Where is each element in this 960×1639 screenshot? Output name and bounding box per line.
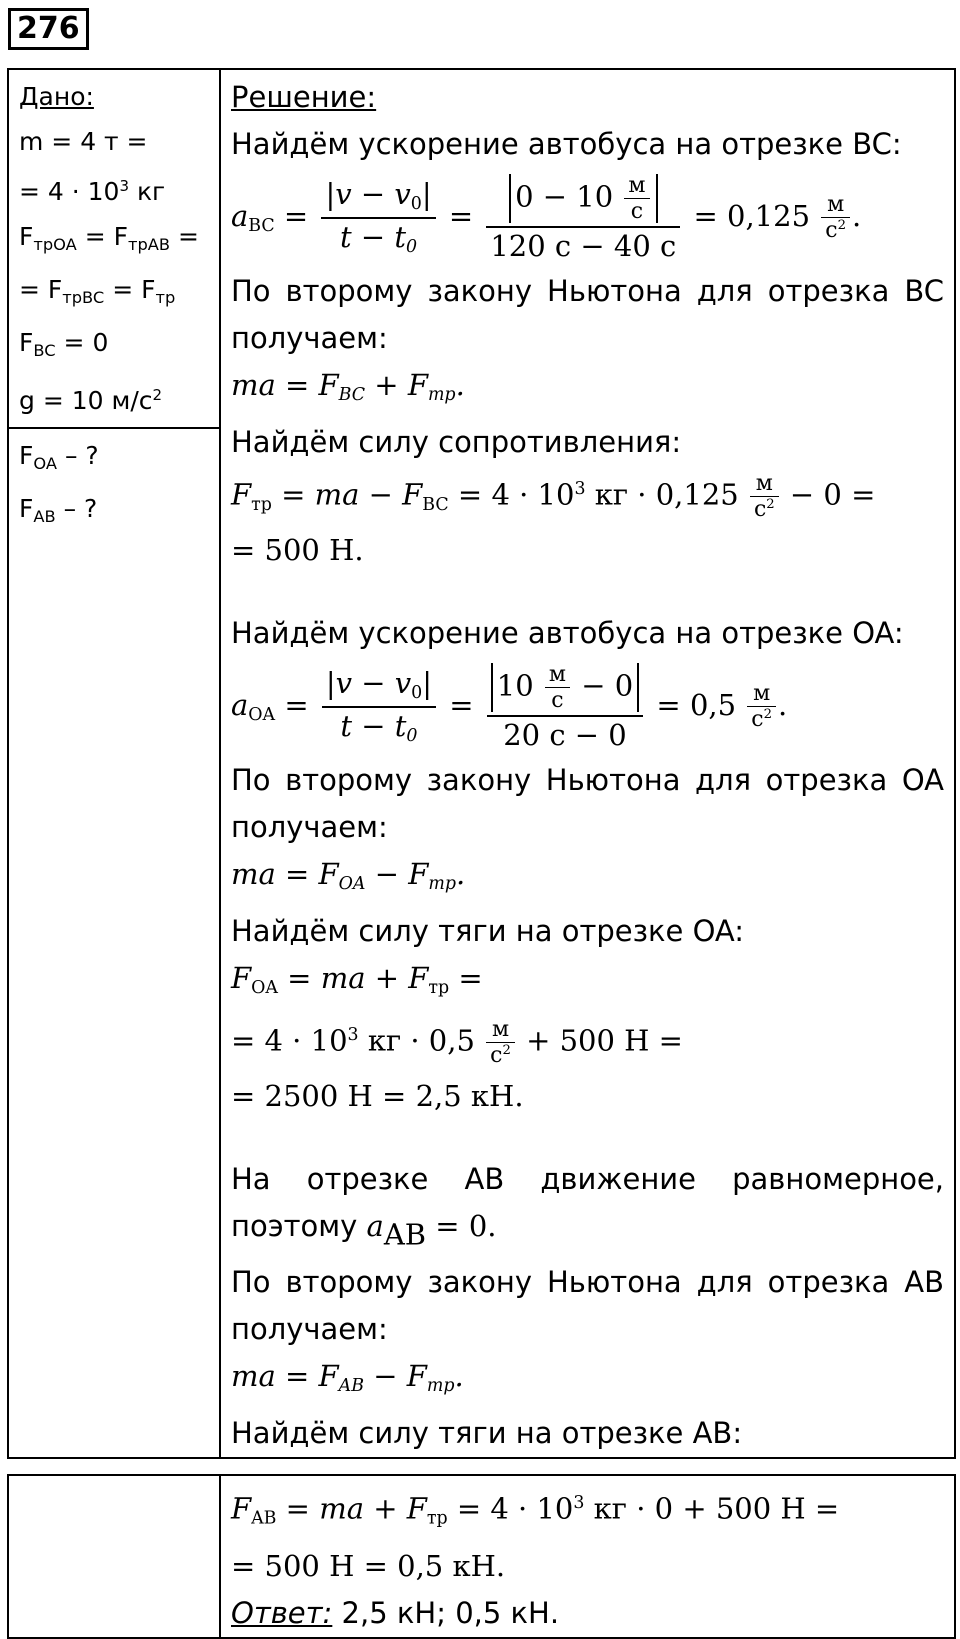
- spacer: [231, 574, 944, 610]
- continuation-table: [7, 1474, 956, 1639]
- sought-list: [9, 429, 219, 539]
- eq-resistance-result: = 500 Н.: [231, 533, 364, 568]
- given-friction-2: = $F_{трBC} = F_{тр}$: [19, 274, 176, 307]
- given-fbc: $F_{BC} = 0$: [19, 327, 109, 360]
- frac-dv-dt-oa: $\frac{|v - v_0|}{t - t_0}$: [322, 668, 436, 745]
- continuation-cell: [220, 1475, 955, 1638]
- eq-newton-ab: ma = $F_{AB} - F_{тр}$.: [231, 1358, 464, 1397]
- eq-accel-bc: $a_{BC}$ = $\frac{|v - v_0|}{t - t_0}$ = 0 − 10 $\frac{м}{с}$ 120 с − 40 с = 0,125 $\frac{м}{с^2}$ .: [231, 173, 862, 264]
- text-get-oa: получаем:: [231, 809, 388, 844]
- text-newton-ab: По второму закону Ньютона для отрезка AB: [231, 1264, 944, 1299]
- spacer: [231, 1120, 944, 1156]
- eq-thrust-ab-result: = 500 Н = 0,5 кН.: [231, 1548, 506, 1583]
- answer-line: [231, 1590, 944, 1637]
- given-cell: [8, 69, 220, 1458]
- sought-foa: $F_{OA}$ – ?: [19, 440, 99, 473]
- given-title: Дано:: [19, 82, 94, 111]
- sought-fab: $F_{AB}$ – ?: [19, 493, 98, 526]
- frac-values-bc: 0 − 10 $\frac{м}{с}$ 120 с − 40 с: [486, 174, 680, 262]
- eq-thrust-oa-values: = $4 \cdot 10^3$ кг · 0,5 $\frac{м}{с^2}$ + 500 Н =: [231, 1017, 683, 1069]
- main-table: [7, 68, 956, 1459]
- eq-accel-oa: $a_{OA}$ = $\frac{|v - v_0|}{t - t_0}$ = 10 $\frac{м}{с}$ − 0 20 с − 0 = 0,5 $\frac{м}{с^2}$ .: [231, 662, 788, 753]
- text-uniform-ab: На отрезке AB движение равномерное,: [231, 1162, 944, 1197]
- eq-thrust-oa-result: = 2500 Н = 2,5 кН.: [231, 1079, 524, 1114]
- eq-resistance: $F_{тр}$ = ma − $F_{BC} = 4 \cdot 10^3$ кг · 0,125 $\frac{м}{с^2}$ − 0 =: [231, 470, 876, 522]
- eq-thrust-oa: $F_{OA}$ = ma + $F_{тр}$ =: [231, 960, 483, 999]
- text-resistance: Найдём силу сопротивления:: [231, 424, 682, 459]
- problem-number: 276: [8, 8, 89, 50]
- solution: [221, 70, 954, 1457]
- answer-text: 2,5 кН; 0,5 кН.: [332, 1595, 560, 1630]
- eq-newton-bc: ma = $F_{BC} + F_{тр}$.: [231, 367, 465, 405]
- given-mass-si: = $4 \cdot 10^3$ кг: [19, 177, 166, 206]
- text-accel-oa: Найдём ускорение автобуса на отрезке OA:: [231, 616, 904, 651]
- answer-label: Ответ:: [231, 1595, 333, 1630]
- eq-thrust-ab: $F_{AB}$ = ma + $F_{тр} = 4 \cdot 10^3$ кг · 0 + 500 Н =: [231, 1491, 840, 1529]
- given-mass: m = 4 т =: [19, 127, 148, 156]
- text-get-bc: получаем:: [231, 320, 388, 355]
- frac-dv-dt: $\frac{|v - v_0|}{t - t_0}$: [321, 179, 435, 256]
- text-newton-oa: По второму закону Ньютона для отрезка OA: [231, 762, 944, 797]
- frac-values-oa: 10 $\frac{м}{с}$ − 0 20 с − 0: [487, 663, 643, 751]
- continuation-solution: [221, 1476, 954, 1637]
- text-newton-bc: По второму закону Ньютона для отрезка BC: [231, 273, 944, 308]
- text-accel-bc: Найдём ускорение автобуса на отрезке BC:: [231, 127, 902, 161]
- solution-cell: [220, 69, 955, 1458]
- text-thrust-ab: Найдём силу тяги на отрезке AB:: [231, 1416, 743, 1451]
- text-thrust-oa: Найдём силу тяги на отрезке OA:: [231, 913, 745, 948]
- eq-newton-oa: ma = $F_{OA} - F_{тр}$.: [231, 856, 466, 894]
- given-list: [9, 70, 219, 427]
- given-friction-1: $F_{трOA} = F_{трAB}$ =: [19, 222, 199, 254]
- given-g: g = 10 $м/с^2$: [19, 385, 163, 415]
- text-get-ab: получаем:: [231, 1311, 388, 1346]
- continuation-empty-cell: [8, 1475, 220, 1638]
- solution-title: Решение:: [231, 80, 377, 114]
- text-accel-ab-zero: поэтому $a_{AB} = 0$.: [231, 1209, 497, 1252]
